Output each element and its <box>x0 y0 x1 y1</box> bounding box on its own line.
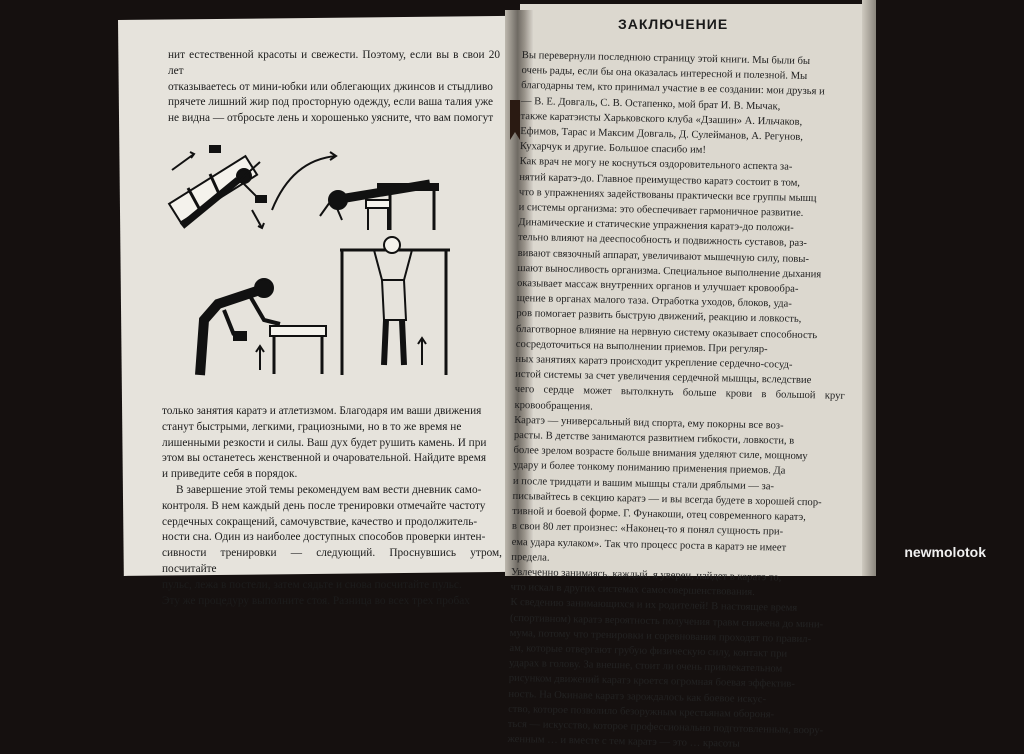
text-line: писывайтесь в секцию каратэ — и вы всегда будете в хорошей спор- <box>512 490 822 509</box>
text-line: Ефимов, Тарас и Максим Довгаль, Д. Сулейманов, А. Регунов, <box>520 125 804 143</box>
text-line: станут быстрыми, легкими, грациозными, но в то же время не <box>162 420 462 433</box>
text-line: что искал в других системах самосовершенствования. <box>510 581 756 599</box>
text-line: сивности тренировки — следующий. Проснувшись утром, посчитайте <box>162 547 502 575</box>
text-line: нятий каратэ-до. Главное преимущество каратэ состоит в том, <box>519 171 801 189</box>
text-line: Увлеченно занимаясь, каждый, я уверен, найдет в каратэ то, <box>510 566 782 584</box>
text-line: только занятия каратэ и атлетизмом. Благодаря им ваши движения <box>162 405 482 417</box>
text-line: очень рады, если бы она оказалась интересной и полезной. Мы <box>521 65 808 83</box>
back-extension-figure <box>320 184 438 230</box>
text-line: В завершение этой темы рекомендуем вам вести дневник само- <box>176 483 482 496</box>
watermark: newmolotok <box>904 544 986 560</box>
text-line: и приведите себя в порядок. <box>162 468 298 481</box>
text-line: этом вы останетесь женственной и очаровательной. Найдите время <box>162 452 487 465</box>
text-line: ности сна. Один из наиболее доступных способов проверки интен- <box>162 531 486 544</box>
text-line: Кухарчук и другие. Большое спасибо им! <box>519 141 707 157</box>
text-line: контроля. В нем каждый день после тренировки отмечайте частоту <box>162 499 486 512</box>
text-line: мума, потому что тренировки и соревнования проходят по правил- <box>509 627 812 645</box>
text-line: ам, которые отвергают грубую физическую силу, контакт при <box>509 642 788 660</box>
text-line: ных занятиях каратэ происходит укрепление сердечно-сосуд- <box>515 353 793 371</box>
text-line: Эту же процедуру выполните стоя. Разница во всех трех пробах <box>162 594 470 607</box>
text-line: ударах в голову. За внешне, стоит ли очень привлекательном <box>508 657 783 675</box>
text-line: — В. Е. Довгаль, С. В. Остапенко, мой брат И. В. Мычак, <box>520 95 781 113</box>
text-line: в свои 80 лет произнес: «Наконец-то я понял сущность при- <box>511 521 784 538</box>
left-page-top-text <box>168 48 500 127</box>
text-line: ство, которое позволило безоружным крестьянам обороня- <box>508 703 775 721</box>
text-line: и после тридцати и вашим мышцы стали дряблыми — за- <box>512 475 775 493</box>
lying-exercise-figure <box>169 146 266 228</box>
text-line: более зрелом возрасте больше внимания уделяют силе, мощному <box>513 445 808 463</box>
text-line: прячете лишний жир под просторную одежду, если ваша талия уже <box>168 96 494 109</box>
text-line: и системы организма: это обеспечивает гармоничное развитие. <box>518 201 804 219</box>
text-line: нит естественной красоты и свежести. Поэтому, если вы в свои 20 лет <box>168 49 500 77</box>
text-line: ться — искусство, которое профессионально подготовленным, воору- <box>507 718 824 737</box>
text-line: сердечных сокращений, самочувствие, качество и продолжитель- <box>162 515 478 528</box>
text-line: тельно влияют на дееспособность и подвижность суставов, раз- <box>517 232 807 250</box>
text-line: (спортивном) каратэ вероятность получения травм снижена до мини- <box>509 612 824 630</box>
text-line: оказывает массаж внутренних органов и улучшает кровообра- <box>516 277 799 295</box>
text-line: сосредоточиться на выполнении приемов. При регуляр- <box>515 338 768 356</box>
text-line: благодарны тем, кто принимал участие в ее создании: мои друзья и <box>521 80 825 98</box>
text-line: вивают связочный аппарат, увеличивают мышечную силу, повы- <box>517 247 810 265</box>
text-line: Динамические и статические упражнения каратэ-до положи- <box>518 217 794 234</box>
text-line: благотворное влияние на нервную систему оказывает способность <box>515 323 818 341</box>
text-line: чего сердце может вытолкнуть больше крови в большой круг кровообращения. <box>514 384 845 413</box>
text-line: Как врач не могу не коснуться оздоровительного аспекта за- <box>519 156 793 174</box>
pull-up-figure <box>340 237 450 375</box>
text-line: удару и более тонкому пониманию применения приемов. Да <box>513 460 786 478</box>
text-line: также каратэисты Харьковского клуба «Дзашин» А. Ильчаков, <box>520 110 803 128</box>
text-line: не видна — отбросьте лень и хорошенько уясните, что вам помогут <box>168 112 494 125</box>
dumbbell-row-figure <box>200 279 326 375</box>
exercise-illustration <box>160 140 460 390</box>
bookmark-ribbon-icon <box>508 100 522 140</box>
text-line: ема удара кулаком». Так что процесс роста в каратэ не имеет <box>511 536 787 554</box>
text-line: предела. <box>511 551 550 564</box>
text-line: истой системы за счет увеличения сердечной мышцы, вследствие <box>515 369 812 387</box>
text-line: пульс, лежа в постели, затем сядьте и снова посчитайте пульс. <box>162 578 462 591</box>
page-edge <box>862 0 876 576</box>
text-line: расты. В детстве занимаются развитием гибкости, ловкости, в <box>513 429 795 447</box>
text-line: отказываетесь от мини-юбки или облегающих джинсов и стыдливо <box>168 80 493 93</box>
text-line: ров помогает развить быструю движений, реакцию и ловкость, <box>516 308 802 326</box>
text-line: тивной и боевой форме. Г. Фунакоши, отец современного каратэ, <box>512 505 806 524</box>
text-line: лишенными резкости и силы. Ваш дух будет рушить камень. И при <box>162 436 487 449</box>
text-line: шают выносливость организма. Специальное выполнение дыхания <box>517 262 822 281</box>
page-title: ЗАКЛЮЧЕНИЕ <box>618 16 729 32</box>
text-line: рисунком движений каратэ кроется огромная боевая эффектив- <box>508 673 795 691</box>
text-line: что в упражнениях задействованы практически все группы мышц <box>518 186 817 205</box>
right-page-text <box>507 48 852 754</box>
text-line: ность. На Окинаве каратэ зарождалось как боевое искус- <box>508 688 767 705</box>
text-line: женным … и вместе с тем каратэ — это … красоты <box>507 733 740 750</box>
text-line: Каратэ — универсальный вид спорта, ему покорны все воз- <box>514 414 784 432</box>
left-page-bottom-text <box>162 404 502 609</box>
text-line: щение в органах малого таза. Отработка уходов, блоков, уда- <box>516 293 792 310</box>
text-line: Вы перевернули последнюю страницу этой книги. Мы были бы <box>521 49 811 68</box>
text-line: К сведению занимающихся и их родителей! В настоящее время <box>510 597 798 615</box>
